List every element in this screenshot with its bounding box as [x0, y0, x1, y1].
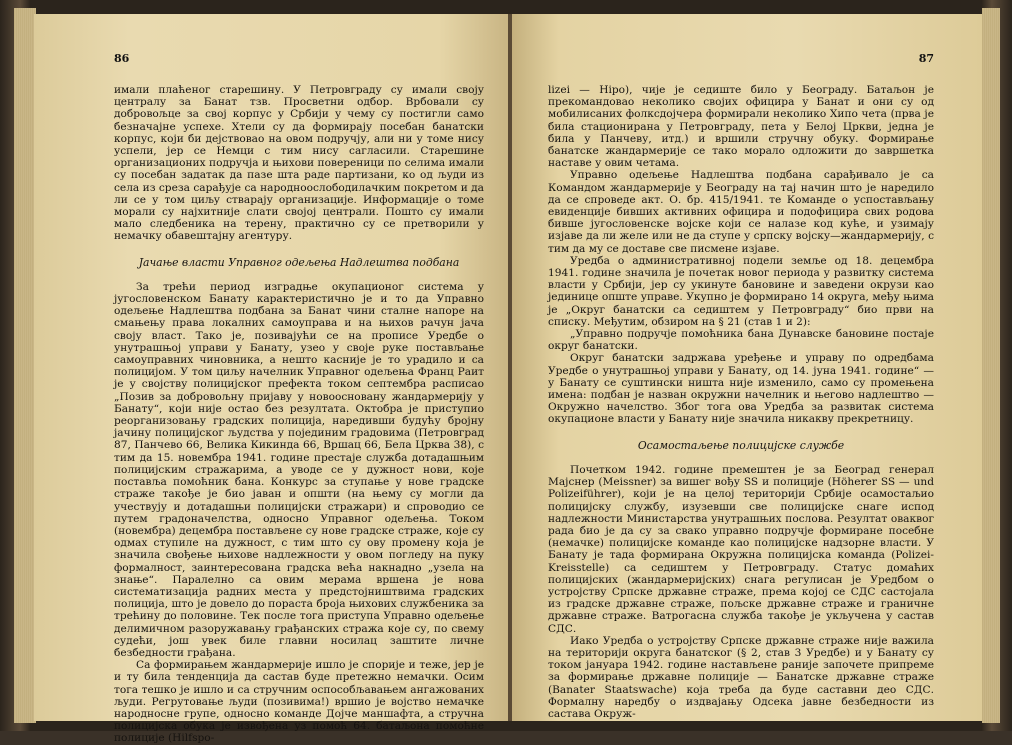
paragraph: Иако Уредба о устројству Српске државне страже није важила на територији округа банатског (§ 2, став 3 Уредбе) и у Банату су током јануара 1942. године настављене раније започете припреме за формирање државне полиције — Банатске државне страже (Banater Staatswache) која треба да буде саставни део СДС. Формалну наредбу о издвајању Одсека јавне безбедности из састава Окруж-: [548, 634, 934, 720]
page-number: 86: [114, 52, 130, 65]
page-edges-left: [14, 8, 36, 723]
paragraph: Управно одељење Надлештва подбана сарађивало је са Командом жандармерије у Београду на тај начин што је наредило да се спроведе акт. О. бр. 415/1941. те Команде о успостављању евиденције бивших активних официра и подофицира свих родова бивше југословенске војске који се налазе код куће, и узимају изјаве да ли желе или не да ступе у српску војску—жандармерију, с тим да му се доставе све писмене изјаве.: [548, 169, 934, 255]
quote-paragraph: Округ банатски задржава уређење и управу по одредбама Уредбе о унутрашњој управи у Банату, од 14. јуна 1941. године“ — у Банату се суштински ништа није изменило, само су промењена имена: подбан је назван окружни начелник и његово надлештво — Окружно начелство. Због тога ова Уредба за развитак система окупационе власти у Банату није значила никакву прекретницу.: [548, 352, 934, 426]
paragraph: lizei — Hipo), чије је седиште било у Београду. Батаљон је прекомандовао неколико својих официра у Банат и они су од мобилисаних фолксдојчера формирали неколико Хипо чета (прва је била стационирана у Петровграду, пета у Белој Цркви, једна је била у Панчеву, итд.) и вршили стручну обуку. Формирање банатске жандармерије се тако морало одложити до завршетка наставе у овим четама.: [548, 84, 934, 170]
page-number: 87: [918, 52, 934, 65]
paragraph: Уредба о административној подели земље од 18. децембра 1941. године значила је почетак новог периода у развитку система власти у Србији, јер су укинуте бановине и заведени окрузи као јединице опште управе. Укупно је формирано 14 округа, међу њима је „Округ банатски са седиштем у Петровграду“ био први на списку. Међутим, обзиром на § 21 (став 1 и 2):: [548, 254, 934, 328]
page-text: [548, 84, 934, 720]
page-edges-right: [982, 8, 1000, 723]
section-heading: Осамостаљење полицијске службе: [637, 438, 845, 452]
paragraph: имали плаћеног старешину. У Петровграду су имали своју централу за Банат тзв. Просветни одбор. Врбовали су добровољце за свој корпус у Србији у чему су постигли само безначајне успехе. Хтели су да формирају посебан банатски корпус, који би дејствовао на овом подручју, али ни у томе нису успели, јер се Немци с тим нису сагласили. Старешине организационих подручја и њихови повереници по селима имали су посебан задатак да пазе шта раде партизани, ко од људи из села из среза сарађује са народноослободилачким покретом и да ли се у том циљу стварају организације. Информације о томе морали су најхитније слати својој централи. Пошто су имали мало следбеника на терену, практично су се претворили у немачку обавештајну агентуру.: [114, 84, 484, 243]
paragraph: За трећи период изградње окупационог система у југословенском Банату карактеристично је и то да Управно одељење Надлештва подбана за Банат чини сталне напоре на смањењу права локалних самоуправа и на њихов рачун јача своју власт. Тако је, позивајући се на прописе Уредбе о унутрашњој управи у Банату, узео у своје руке постављање самоуправних чиновника, а нешто касније је то урадило и са полицијом. У том циљу начелник Управног одељења Франц Раит је у својству полицијског префекта током септембра расписао „Позив за добровољну пријаву у новоосновану жандармерију у Банату“, који није остао без резултата. Октобра је приступио реорганизовању градских полиција, наредивши будућу бројну јачину полицијског људства у појединим градовима (Петровград 87, Панчево 66, Велика Кикинда 66, Вршац 66, Бела Црква 38), с тим да 15. новембра 1941. године престаје служба дотадашњим полицијским стражарима, а уводе се у дужност нови, које поставља помоћник бана. Конкурс за ступање у нове градске страже такође је био јаван и општи (на њему су могли да учествују и дотадашњи полицијски стражари) и спроводио се путем градоначелства, односно Управног одељења. Током (новембра) децембра постављене су нове градске страже, које су одмах ступиле на дужност, с тим што су ову промену која је значила свођење њихове надлежности у овом погледу на пуку формалност, заинтересована градска већа накнадно „узела на знање“. Паралелно са овим мерама вршена је нова систематизација радних места у предстојништвима градских полиција, што је довело до пораста броја њихових службеника за трећину до половине. Тек после тога приступа Управно одељење делимичном разоружавању грађанских стража које су, по свему судећи, још увек биле главни носилац заштите личне безбедности грађана.: [114, 280, 484, 659]
paragraph: Са формирањем жандармерије ишло је спорије и теже, јер је и ту била тенденција да састав буде претежно немачки. Осим тога тешко је ишло и са стручним оспособљавањем ангажованих људи. Регрутовање људи (позивима!) вршио је војство немачке народносне групе, односно команде Дојче маншафта, а стручна полицијска обука је извођена уз помоћ 64. батаљона помоћне полиције (Hilfspo-: [114, 659, 484, 745]
right-page: [512, 14, 982, 721]
paragraph: Почетком 1942. године премештен је за Београд генерал Мајснер (Meissner) за вишег вођу SS и полиције (Höherer SS — und Polizeiführer), који је на целој територији Србије осамостаљио полицијску службу, изузевши све полицијске снаге испод надлежности Министарства унутрашњих послова. Резултат оваквог рада био је да су за свако управно подручје формиране посебне (немачке) полицијске команде као полицијске надзорне власти. У Банату је тада формирана Окружна полицијска команда (Polizei-Kreisstelle) са седиштем у Петровграду. Статус домаћих полицијских (жандармеријских) снага регулисан је Уредбом о устројству Српске државне страже, према којој се СДС састојала из градске државне страже, пољске државне страже и граничне државне страже. Ватрогасна служба такође је укључена у састав СДС.: [548, 463, 934, 635]
quote-paragraph: „Управно подручје помоћника бана Дунавске бановине постаје округ банатски.: [548, 328, 934, 353]
section-heading: Јачање власти Управног одељења Надлештва подбана: [138, 255, 460, 269]
page-text: [114, 84, 484, 745]
left-page: [34, 14, 510, 745]
